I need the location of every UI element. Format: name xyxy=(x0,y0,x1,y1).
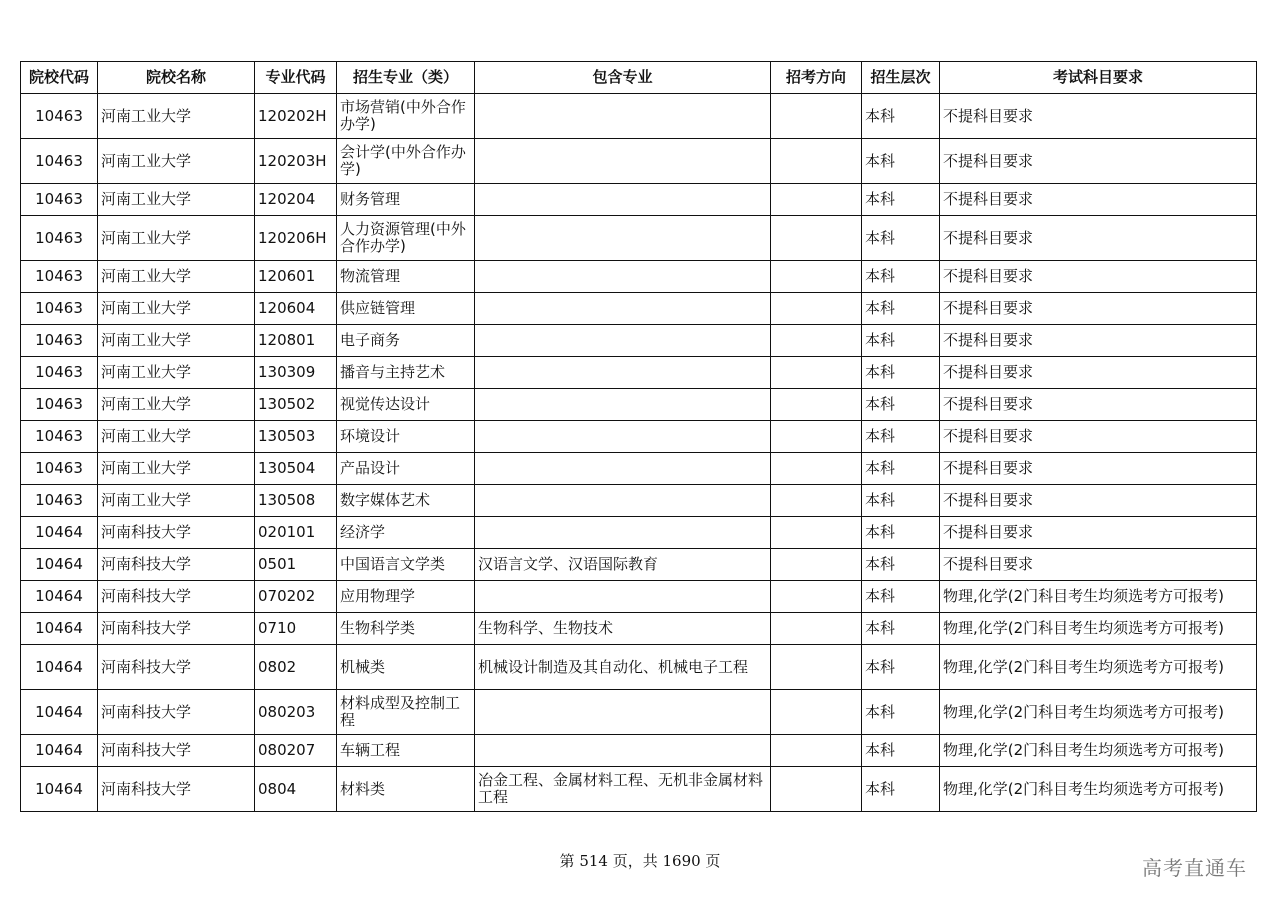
cell-school-name: 河南工业大学 xyxy=(98,485,255,517)
cell-major: 环境设计 xyxy=(337,421,475,453)
table-row xyxy=(21,389,1257,421)
cell-school-code: 10464 xyxy=(21,517,98,549)
cell-major: 物流管理 xyxy=(337,261,475,293)
cell-major: 材料成型及控制工程 xyxy=(337,690,475,735)
cell-major: 经济学 xyxy=(337,517,475,549)
cell-school-code: 10463 xyxy=(21,139,98,184)
cell-includes xyxy=(475,94,771,139)
cell-level: 本科 xyxy=(862,485,940,517)
cell-direction xyxy=(771,767,862,812)
cell-major: 中国语言文学类 xyxy=(337,549,475,581)
table-row xyxy=(21,293,1257,325)
cell-school-name: 河南工业大学 xyxy=(98,216,255,261)
cell-requirement: 不提科目要求 xyxy=(940,453,1257,485)
table-row xyxy=(21,453,1257,485)
cell-includes xyxy=(475,139,771,184)
cell-direction xyxy=(771,261,862,293)
cell-major: 市场营销(中外合作办学) xyxy=(337,94,475,139)
cell-major-code: 0710 xyxy=(255,613,337,645)
cell-includes xyxy=(475,293,771,325)
cell-major-code: 070202 xyxy=(255,581,337,613)
cell-major: 电子商务 xyxy=(337,325,475,357)
cell-level: 本科 xyxy=(862,690,940,735)
header-direction: 招考方向 xyxy=(771,62,862,94)
cell-school-code: 10463 xyxy=(21,216,98,261)
cell-direction xyxy=(771,421,862,453)
cell-requirement: 物理,化学(2门科目考生均须选考方可报考) xyxy=(940,735,1257,767)
cell-level: 本科 xyxy=(862,357,940,389)
cell-direction xyxy=(771,735,862,767)
cell-requirement: 不提科目要求 xyxy=(940,184,1257,216)
cell-major-code: 120601 xyxy=(255,261,337,293)
table-row xyxy=(21,613,1257,645)
cell-school-name: 河南科技大学 xyxy=(98,581,255,613)
cell-includes xyxy=(475,184,771,216)
cell-requirement: 物理,化学(2门科目考生均须选考方可报考) xyxy=(940,690,1257,735)
cell-school-code: 10464 xyxy=(21,581,98,613)
cell-major: 播音与主持艺术 xyxy=(337,357,475,389)
cell-requirement: 不提科目要求 xyxy=(940,421,1257,453)
cell-direction xyxy=(771,357,862,389)
cell-major-code: 120204 xyxy=(255,184,337,216)
header-requirement: 考试科目要求 xyxy=(940,62,1257,94)
cell-direction xyxy=(771,485,862,517)
cell-major: 车辆工程 xyxy=(337,735,475,767)
cell-includes xyxy=(475,357,771,389)
cell-includes: 冶金工程、金属材料工程、无机非金属材料工程 xyxy=(475,767,771,812)
cell-school-name: 河南工业大学 xyxy=(98,94,255,139)
cell-school-name: 河南工业大学 xyxy=(98,325,255,357)
table-body xyxy=(21,94,1257,812)
cell-includes: 生物科学、生物技术 xyxy=(475,613,771,645)
cell-includes xyxy=(475,216,771,261)
cell-direction xyxy=(771,517,862,549)
cell-major-code: 0802 xyxy=(255,645,337,690)
table-row xyxy=(21,94,1257,139)
cell-requirement: 不提科目要求 xyxy=(940,485,1257,517)
cell-requirement: 不提科目要求 xyxy=(940,325,1257,357)
cell-requirement: 不提科目要求 xyxy=(940,216,1257,261)
cell-major-code: 120203H xyxy=(255,139,337,184)
cell-level: 本科 xyxy=(862,453,940,485)
cell-level: 本科 xyxy=(862,139,940,184)
cell-school-code: 10463 xyxy=(21,261,98,293)
cell-major-code: 120206H xyxy=(255,216,337,261)
cell-school-code: 10463 xyxy=(21,453,98,485)
cell-includes xyxy=(475,735,771,767)
cell-school-name: 河南工业大学 xyxy=(98,389,255,421)
cell-major-code: 0501 xyxy=(255,549,337,581)
header-level: 招生层次 xyxy=(862,62,940,94)
table-row xyxy=(21,325,1257,357)
cell-school-code: 10464 xyxy=(21,613,98,645)
table-row xyxy=(21,421,1257,453)
cell-requirement: 不提科目要求 xyxy=(940,389,1257,421)
cell-level: 本科 xyxy=(862,293,940,325)
cell-direction xyxy=(771,184,862,216)
cell-level: 本科 xyxy=(862,549,940,581)
cell-level: 本科 xyxy=(862,325,940,357)
cell-school-name: 河南工业大学 xyxy=(98,357,255,389)
cell-requirement: 不提科目要求 xyxy=(940,517,1257,549)
cell-level: 本科 xyxy=(862,517,940,549)
cell-includes xyxy=(475,517,771,549)
cell-school-code: 10463 xyxy=(21,421,98,453)
cell-requirement: 物理,化学(2门科目考生均须选考方可报考) xyxy=(940,767,1257,812)
cell-includes xyxy=(475,453,771,485)
cell-requirement: 不提科目要求 xyxy=(940,549,1257,581)
cell-requirement: 不提科目要求 xyxy=(940,357,1257,389)
cell-direction xyxy=(771,325,862,357)
cell-level: 本科 xyxy=(862,735,940,767)
cell-direction xyxy=(771,139,862,184)
cell-major: 人力资源管理(中外合作办学) xyxy=(337,216,475,261)
table-row xyxy=(21,485,1257,517)
cell-school-code: 10464 xyxy=(21,690,98,735)
cell-requirement: 不提科目要求 xyxy=(940,293,1257,325)
cell-major-code: 120202H xyxy=(255,94,337,139)
cell-direction xyxy=(771,293,862,325)
cell-includes xyxy=(475,581,771,613)
table-row xyxy=(21,767,1257,812)
cell-major: 财务管理 xyxy=(337,184,475,216)
table-row xyxy=(21,139,1257,184)
cell-school-code: 10463 xyxy=(21,325,98,357)
cell-direction xyxy=(771,613,862,645)
cell-requirement: 不提科目要求 xyxy=(940,261,1257,293)
cell-major: 会计学(中外合作办学) xyxy=(337,139,475,184)
admission-table xyxy=(20,61,1257,812)
cell-school-code: 10464 xyxy=(21,767,98,812)
table-row xyxy=(21,581,1257,613)
cell-level: 本科 xyxy=(862,261,940,293)
header-major: 招生专业（类） xyxy=(337,62,475,94)
cell-includes: 机械设计制造及其自动化、机械电子工程 xyxy=(475,645,771,690)
cell-school-name: 河南工业大学 xyxy=(98,139,255,184)
cell-school-code: 10464 xyxy=(21,735,98,767)
cell-includes xyxy=(475,325,771,357)
cell-school-code: 10463 xyxy=(21,485,98,517)
cell-school-name: 河南工业大学 xyxy=(98,421,255,453)
cell-major-code: 080207 xyxy=(255,735,337,767)
cell-direction xyxy=(771,690,862,735)
cell-requirement: 物理,化学(2门科目考生均须选考方可报考) xyxy=(940,613,1257,645)
cell-school-code: 10463 xyxy=(21,357,98,389)
cell-requirement: 不提科目要求 xyxy=(940,94,1257,139)
cell-school-name: 河南科技大学 xyxy=(98,735,255,767)
cell-major-code: 0804 xyxy=(255,767,337,812)
cell-school-name: 河南科技大学 xyxy=(98,613,255,645)
cell-direction xyxy=(771,549,862,581)
cell-school-code: 10463 xyxy=(21,184,98,216)
table-row xyxy=(21,517,1257,549)
cell-major: 视觉传达设计 xyxy=(337,389,475,421)
cell-school-code: 10464 xyxy=(21,549,98,581)
cell-school-name: 河南工业大学 xyxy=(98,453,255,485)
cell-school-name: 河南科技大学 xyxy=(98,767,255,812)
cell-school-name: 河南科技大学 xyxy=(98,690,255,735)
cell-requirement: 物理,化学(2门科目考生均须选考方可报考) xyxy=(940,581,1257,613)
cell-school-code: 10463 xyxy=(21,293,98,325)
table-row xyxy=(21,735,1257,767)
cell-major-code: 130508 xyxy=(255,485,337,517)
table-row xyxy=(21,184,1257,216)
cell-level: 本科 xyxy=(862,581,940,613)
cell-school-name: 河南科技大学 xyxy=(98,549,255,581)
header-school-code: 院校代码 xyxy=(21,62,98,94)
cell-level: 本科 xyxy=(862,216,940,261)
cell-level: 本科 xyxy=(862,94,940,139)
cell-direction xyxy=(771,389,862,421)
cell-direction xyxy=(771,216,862,261)
header-includes: 包含专业 xyxy=(475,62,771,94)
cell-school-code: 10463 xyxy=(21,94,98,139)
table-row xyxy=(21,357,1257,389)
page-info: 第 514 页，共 1690 页 xyxy=(559,852,721,870)
watermark-text: 高考直通车 xyxy=(1142,856,1247,880)
cell-includes xyxy=(475,261,771,293)
cell-requirement: 物理,化学(2门科目考生均须选考方可报考) xyxy=(940,645,1257,690)
cell-includes xyxy=(475,690,771,735)
cell-major: 机械类 xyxy=(337,645,475,690)
header-major-code: 专业代码 xyxy=(255,62,337,94)
cell-major-code: 020101 xyxy=(255,517,337,549)
cell-major: 供应链管理 xyxy=(337,293,475,325)
cell-direction xyxy=(771,645,862,690)
cell-school-name: 河南工业大学 xyxy=(98,293,255,325)
table-row xyxy=(21,690,1257,735)
cell-major-code: 130504 xyxy=(255,453,337,485)
cell-major-code: 120604 xyxy=(255,293,337,325)
cell-level: 本科 xyxy=(862,184,940,216)
cell-direction xyxy=(771,581,862,613)
cell-school-name: 河南工业大学 xyxy=(98,261,255,293)
cell-school-name: 河南科技大学 xyxy=(98,517,255,549)
cell-includes xyxy=(475,389,771,421)
cell-direction xyxy=(771,453,862,485)
cell-level: 本科 xyxy=(862,389,940,421)
cell-school-name: 河南科技大学 xyxy=(98,645,255,690)
cell-level: 本科 xyxy=(862,421,940,453)
cell-major: 数字媒体艺术 xyxy=(337,485,475,517)
cell-school-code: 10464 xyxy=(21,645,98,690)
header-row xyxy=(21,62,1257,94)
cell-major: 应用物理学 xyxy=(337,581,475,613)
cell-major-code: 130503 xyxy=(255,421,337,453)
table-row xyxy=(21,549,1257,581)
cell-school-name: 河南工业大学 xyxy=(98,184,255,216)
cell-level: 本科 xyxy=(862,613,940,645)
cell-includes xyxy=(475,421,771,453)
cell-requirement: 不提科目要求 xyxy=(940,139,1257,184)
cell-major: 产品设计 xyxy=(337,453,475,485)
cell-includes xyxy=(475,485,771,517)
cell-direction xyxy=(771,94,862,139)
cell-school-code: 10463 xyxy=(21,389,98,421)
cell-major-code: 080203 xyxy=(255,690,337,735)
table-row xyxy=(21,261,1257,293)
cell-major-code: 130502 xyxy=(255,389,337,421)
table-row xyxy=(21,645,1257,690)
cell-major-code: 120801 xyxy=(255,325,337,357)
cell-major-code: 130309 xyxy=(255,357,337,389)
table-row xyxy=(21,216,1257,261)
cell-level: 本科 xyxy=(862,645,940,690)
cell-level: 本科 xyxy=(862,767,940,812)
cell-major: 生物科学类 xyxy=(337,613,475,645)
header-school-name: 院校名称 xyxy=(98,62,255,94)
cell-major: 材料类 xyxy=(337,767,475,812)
cell-includes: 汉语言文学、汉语国际教育 xyxy=(475,549,771,581)
